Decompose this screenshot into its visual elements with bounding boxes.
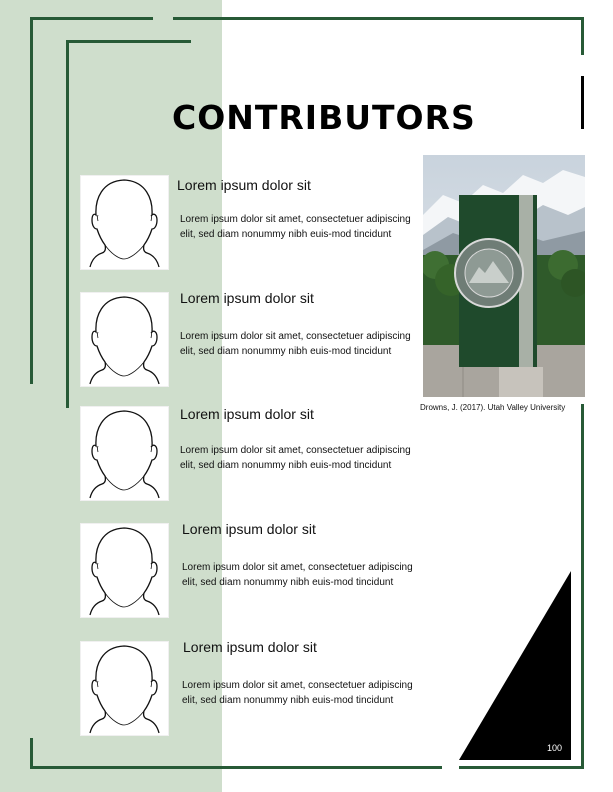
frame-bottom-left — [30, 738, 33, 769]
head-silhouette-icon — [80, 641, 169, 736]
frame-inner-left — [66, 40, 69, 408]
frame-outer-top-right — [173, 17, 584, 20]
contributor-entry — [80, 406, 420, 506]
contributor-bio: Lorem ipsum dolor sit amet, consectetuer adipiscing elit, sed diam nonummy nibh euis-mod tincidunt — [182, 562, 413, 588]
head-silhouette-icon — [80, 406, 169, 501]
frame-bottom-right — [459, 766, 584, 769]
page-title: CONTRIBUTORS — [172, 98, 476, 137]
contributor-bio: Lorem ipsum dolor sit amet, consectetuer adipiscing elit, sed diam nonummy nibh euis-mod tincidunt — [182, 680, 413, 706]
contributor-name: Lorem ipsum dolor sit — [180, 406, 314, 422]
campus-sign-photo — [423, 155, 585, 397]
contributor-entry — [80, 523, 420, 623]
frame-outer-left — [30, 17, 33, 384]
frame-bottom — [30, 766, 442, 769]
photo-caption: Drowns, J. (2017). Utah Valley University — [420, 403, 566, 412]
frame-black-accent — [581, 76, 584, 129]
contributor-entry — [80, 175, 420, 275]
corner-triangle — [459, 571, 571, 760]
head-silhouette-icon — [80, 523, 169, 618]
page-number: 100 — [547, 743, 563, 753]
contributor-bio: Lorem ipsum dolor sit amet, consectetuer adipiscing elit, sed diam nonummy nibh euis-mod tincidunt — [180, 331, 411, 357]
frame-right-lower — [581, 404, 584, 768]
head-silhouette-icon — [80, 175, 169, 270]
contributor-name: Lorem ipsum dolor sit — [180, 290, 314, 306]
contributor-entry — [80, 641, 420, 741]
frame-outer-top-left — [30, 17, 153, 20]
contributor-name: Lorem ipsum dolor sit — [177, 177, 311, 193]
contributor-bio: Lorem ipsum dolor sit amet, consectetuer adipiscing elit, sed diam nonummy nibh euis-mod tincidunt — [180, 214, 411, 240]
frame-inner-top — [66, 40, 191, 43]
contributor-name: Lorem ipsum dolor sit — [182, 521, 316, 537]
contributor-entry — [80, 292, 420, 392]
frame-outer-right — [581, 17, 584, 55]
contributor-name: Lorem ipsum dolor sit — [183, 639, 317, 655]
contributor-bio: Lorem ipsum dolor sit amet, consectetuer adipiscing elit, sed diam nonummy nibh euis-mod tincidunt — [180, 445, 411, 471]
head-silhouette-icon — [80, 292, 169, 387]
